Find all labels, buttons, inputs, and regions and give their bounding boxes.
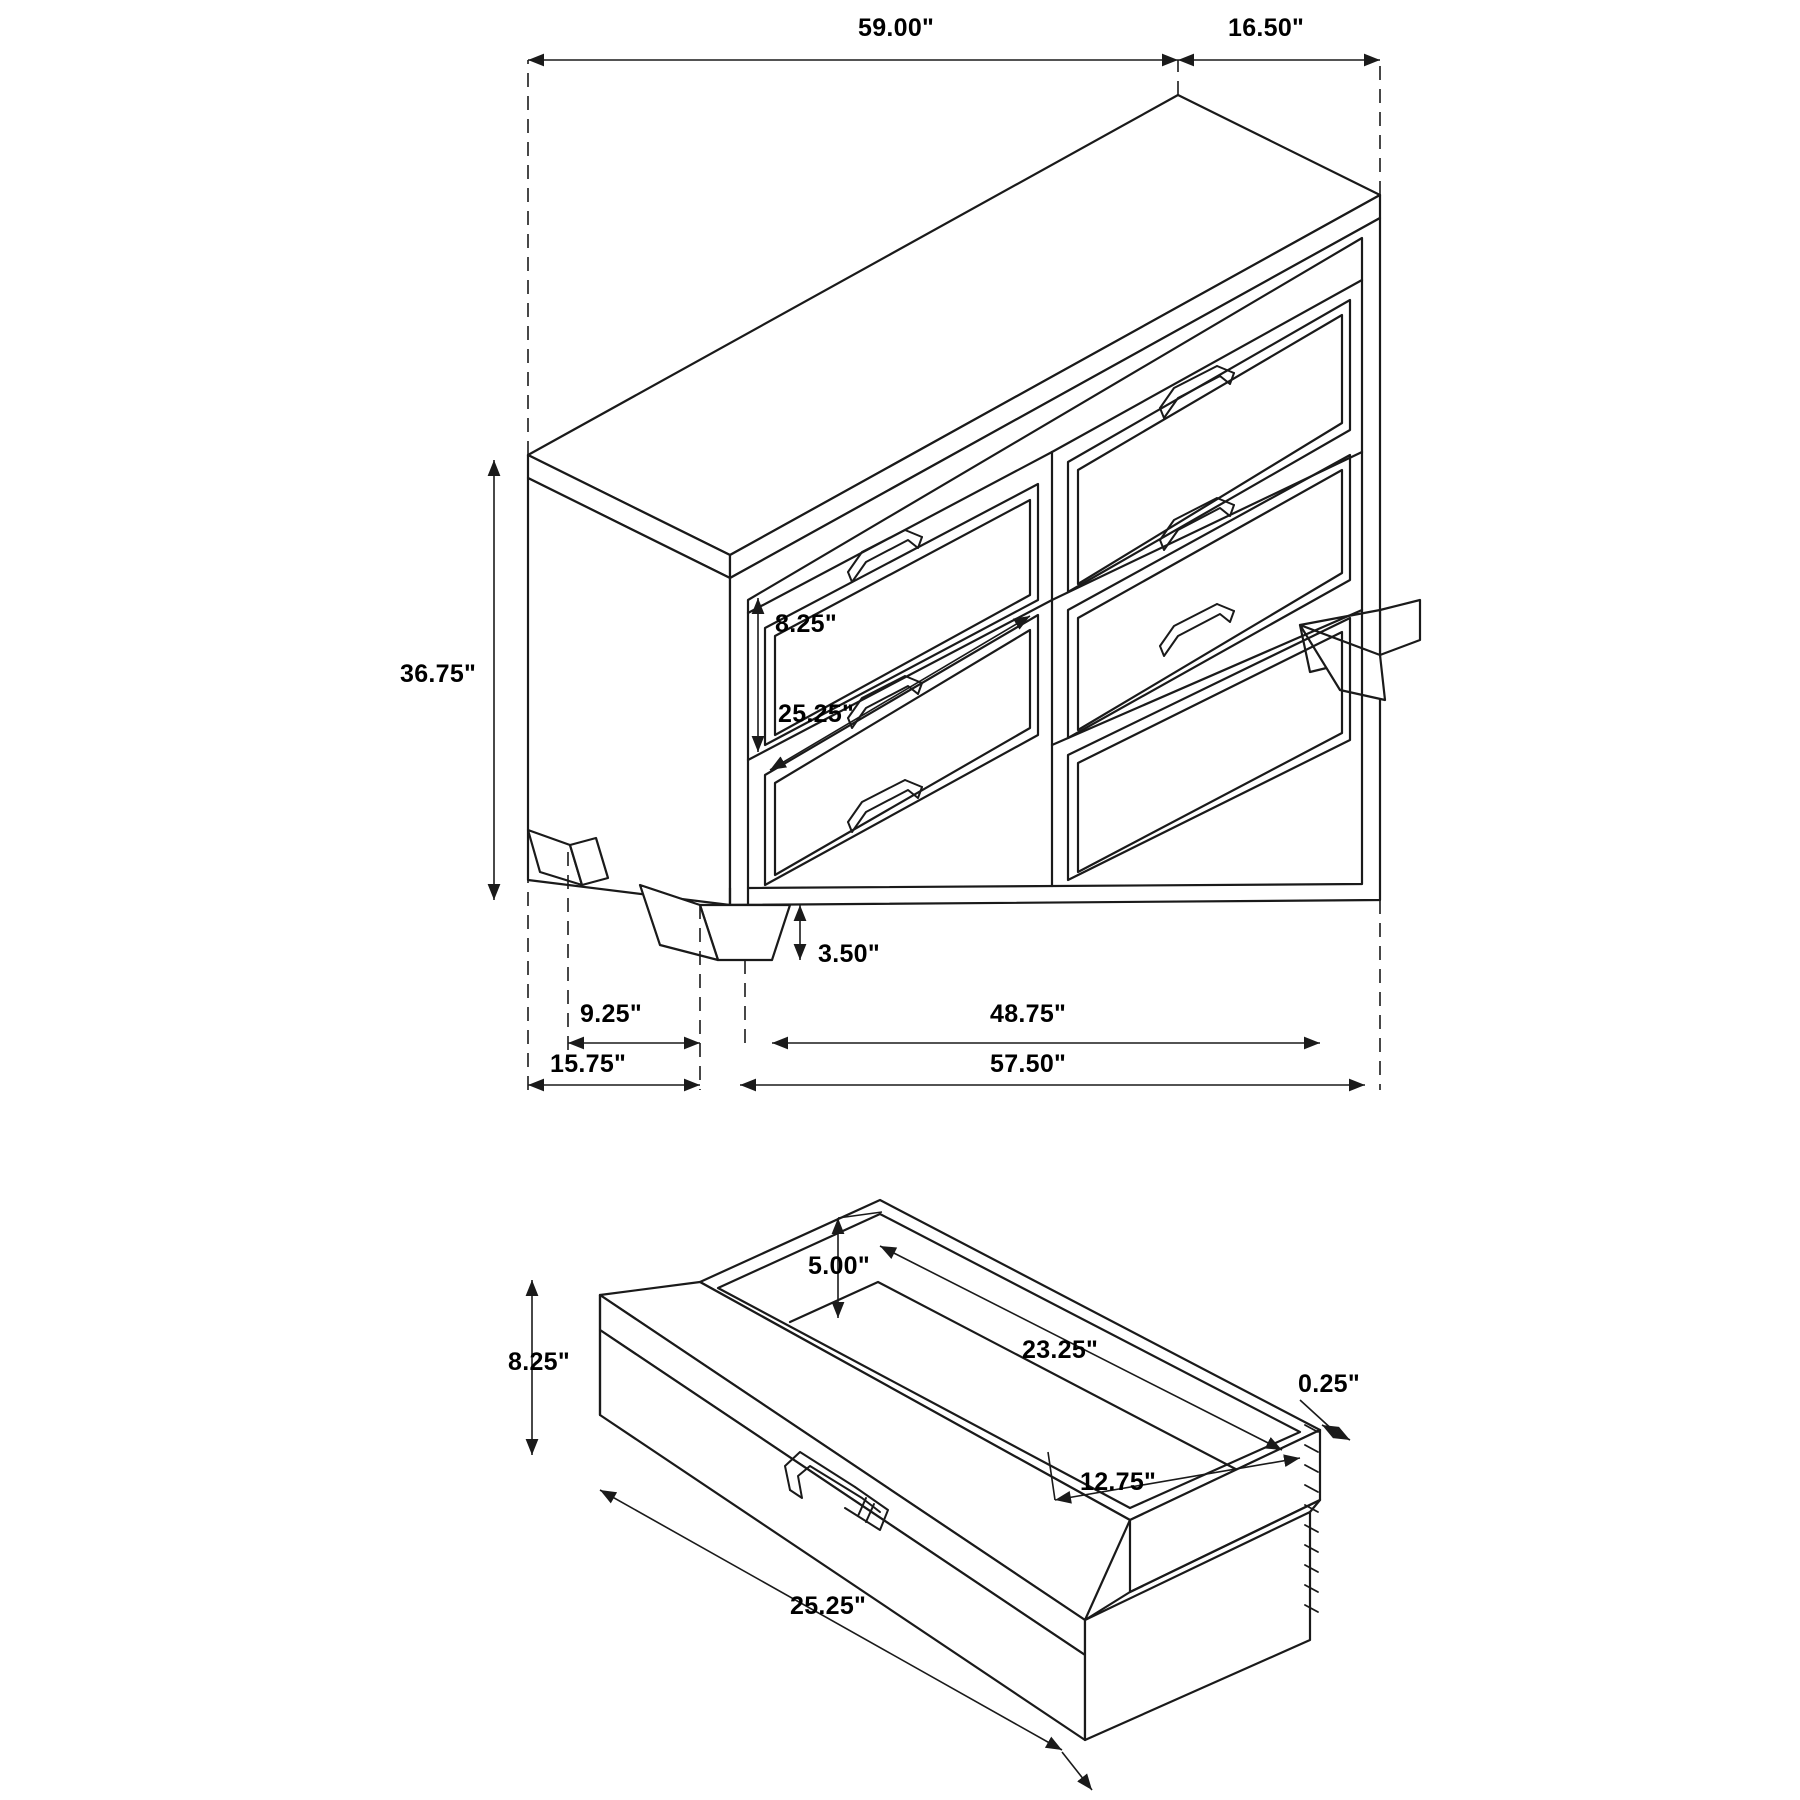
dim-label-interior-height: 5.00" xyxy=(808,1252,871,1280)
dim-label-panel-thickness: 0.25" xyxy=(1298,1370,1361,1398)
dim-label-overall-height: 36.75" xyxy=(400,660,477,688)
dim-label-interior-depth: 12.75" xyxy=(1080,1468,1157,1496)
dim-label-case-depth: 15.75" xyxy=(550,1050,627,1078)
dim-label-leg-inset: 9.25" xyxy=(580,1000,643,1028)
dim-label-top-depth: 16.50" xyxy=(1228,14,1305,42)
dim-label-drawer-face-height: 8.25" xyxy=(775,610,838,638)
drawer-detail-body xyxy=(600,1200,1320,1740)
dim-label-drawer-height: 8.25" xyxy=(508,1348,571,1376)
dim-label-clearance-width: 48.75" xyxy=(990,1000,1067,1028)
dim-label-leg-height: 3.50" xyxy=(818,940,881,968)
dim-label-drawer-face-width: 25.25" xyxy=(778,700,855,728)
dim-label-interior-width: 23.25" xyxy=(1022,1336,1099,1364)
dresser-body xyxy=(528,95,1420,960)
dim-label-drawer-width: 25.25" xyxy=(790,1592,867,1620)
dim-label-top-width: 59.00" xyxy=(858,14,935,42)
dim-label-case-width: 57.50" xyxy=(990,1050,1067,1078)
